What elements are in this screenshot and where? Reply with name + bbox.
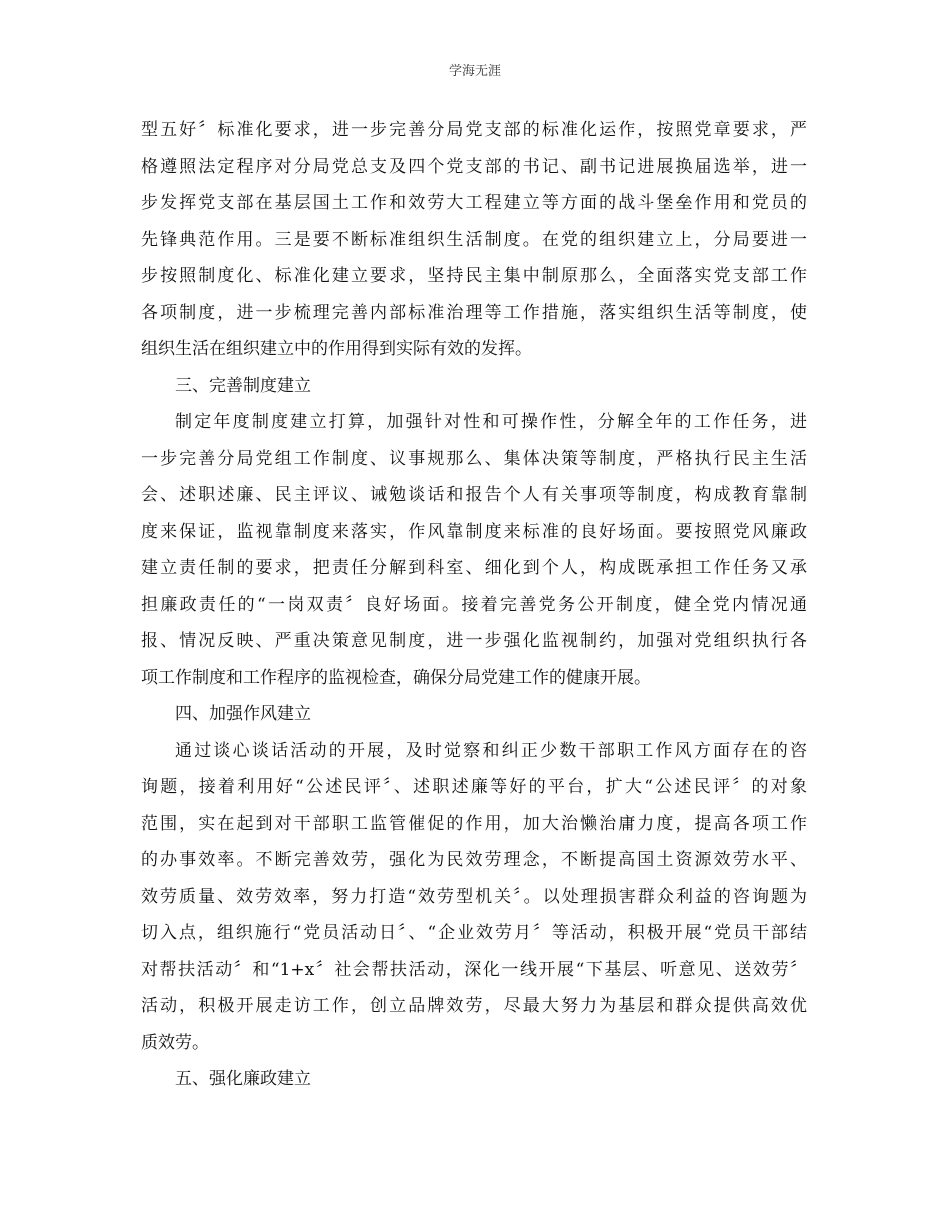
document-body xyxy=(141,112,807,1098)
body-text-line: 担廉政责任的“一岗双责〞良好场面。接着完善党务公开制度，健全党内情况通 xyxy=(141,594,807,615)
section-heading: 三、完善制度建立 xyxy=(175,375,311,396)
running-header: 学海无涯 xyxy=(448,64,501,79)
body-text-line: 活动，积极开展走访工作，创立品牌效劳，尽最大努力为基层和群众提供高效优 xyxy=(141,996,807,1016)
body-text-line: 对帮扶活动〞和“1+x〞社会帮扶活动，深化一线开展“下基层、听意见、送效劳〞 xyxy=(141,959,807,980)
body-text-line: 切入点，组织施行“党员活动日〞、“企业效劳月〞等活动，积极开展“党员干部结 xyxy=(141,923,807,943)
body-text-line: 效劳质量、效劳效率，努力打造“效劳型机关〞。以处理损害群众利益的咨询题为 xyxy=(141,886,807,907)
body-text-line: 步发挥党支部在基层国土工作和效劳大工程建立等方面的战斗堡垒作用和党员的 xyxy=(141,193,807,213)
body-text-line: 度来保证，监视靠制度来落实，作风靠制度来标准的良好场面。要按照党风廉政 xyxy=(141,521,807,542)
body-text-line: 先锋典范作用。三是要不断标准组织生活制度。在党的组织建立上，分局要进一 xyxy=(141,229,807,250)
body-text-line: 组织生活在组织建立中的作用得到实际有效的发挥。 xyxy=(141,339,532,359)
body-text-line: 范围，实在起到对干部职工监管催促的作用，加大治懒治庸力度，提高各项工作 xyxy=(141,813,807,834)
body-text-line: 通过谈心谈话活动的开展，及时觉察和纠正少数干部职工作风方面存在的咨 xyxy=(175,740,807,761)
body-text-line: 型五好〞标准化要求，进一步完善分局党支部的标准化运作，按照党章要求，严 xyxy=(141,120,807,140)
body-text-line: 格遵照法定程序对分局党总支及四个党支部的书记、副书记进展换届选举，进一 xyxy=(141,156,807,177)
body-text-line: 的办事效率。不断完善效劳，强化为民效劳理念，不断提高国土资源效劳水平、 xyxy=(141,850,807,870)
body-text-line: 询题，接着利用好“公述民评〞、述职述廉等好的平台，扩大“公述民评〞的对象 xyxy=(141,777,807,797)
body-text-line: 各项制度，进一步梳理完善内部标准治理等工作措施，落实组织生活等制度，使 xyxy=(141,302,807,323)
section-heading: 五、强化廉政建立 xyxy=(175,1069,311,1089)
body-text-line: 步按照制度化、标准化建立要求，坚持民主集中制原那么，全面落实党支部工作 xyxy=(141,266,807,286)
body-text-line: 项工作制度和工作程序的监视检查，确保分局党建工作的健康开展。 xyxy=(141,667,651,688)
body-text-line: 报、情况反映、严重决策意见制度，进一步强化监视制约，加强对党组织执行各 xyxy=(141,631,807,651)
body-text-line: 建立责任制的要求，把责任分解到科室、细化到个人，构成既承担工作任务又承 xyxy=(141,558,807,578)
body-text-line: 质效劳。 xyxy=(141,1032,209,1053)
body-text-line: 一步完善分局党组工作制度、议事规那么、集体决策等制度，严格执行民主生活 xyxy=(141,448,807,469)
body-text-line: 制定年度制度建立打算，加强针对性和可操作性，分解全年的工作任务，进 xyxy=(175,412,807,432)
body-text-line: 会、述职述廉、民主评议、诫勉谈话和报告个人有关事项等制度，构成教育靠制 xyxy=(141,485,807,505)
section-heading: 四、加强作风建立 xyxy=(175,704,311,724)
